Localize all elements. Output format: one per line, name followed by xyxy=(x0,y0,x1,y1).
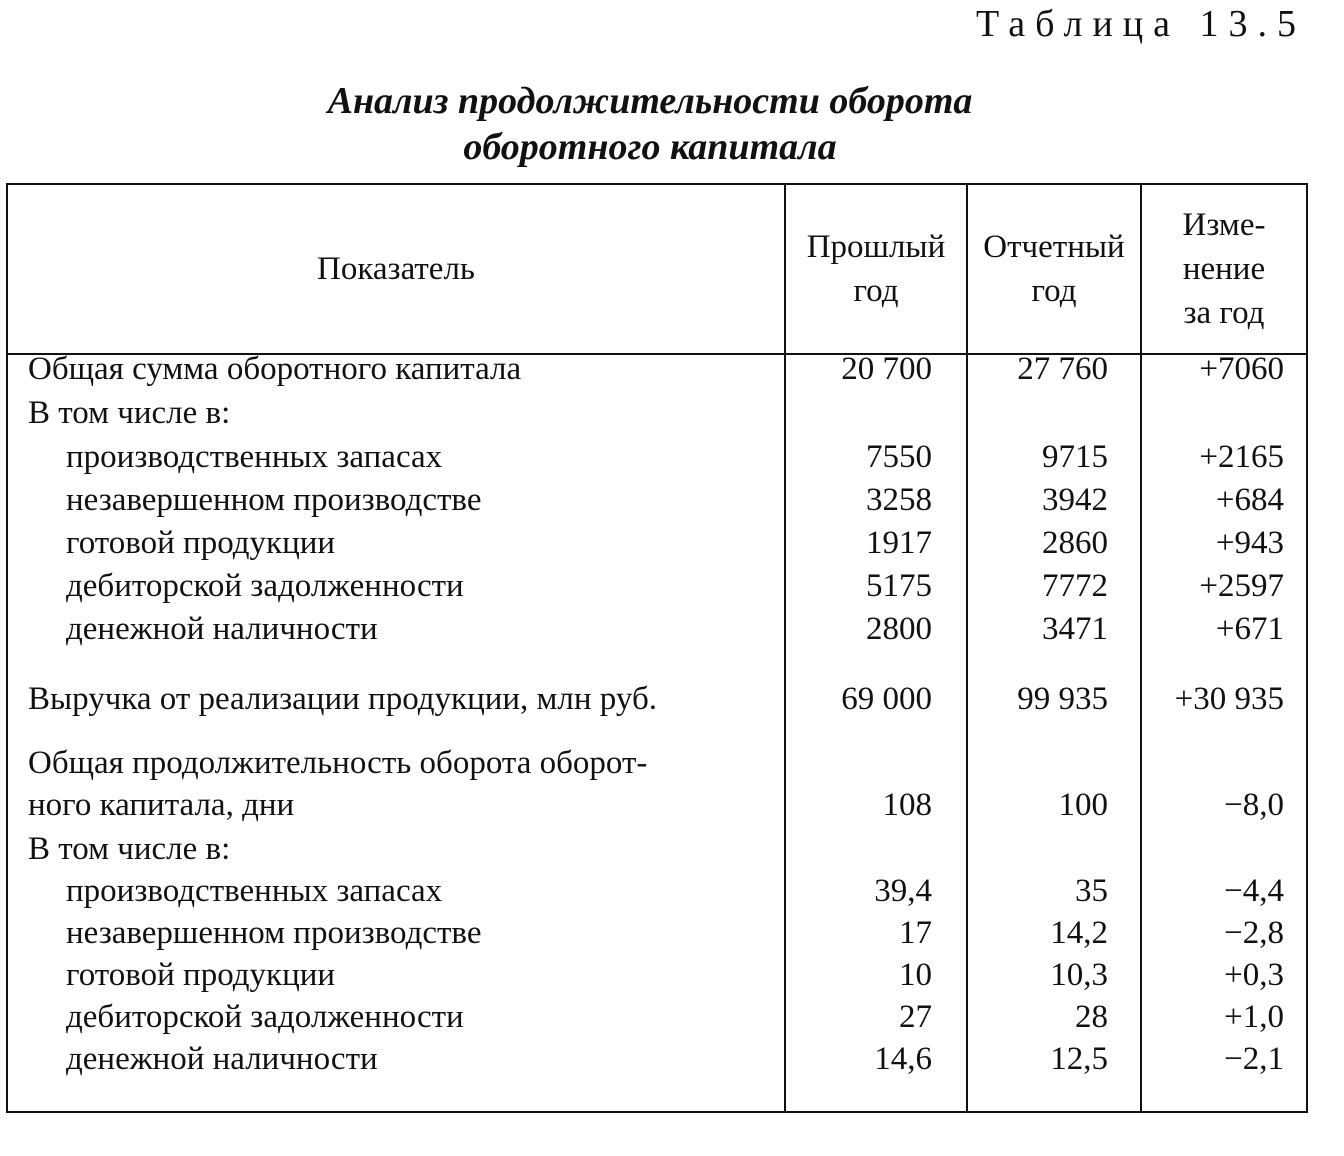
row-prev-year-value: 2800 xyxy=(866,611,932,647)
table-number-label: Таблица 13.5 xyxy=(975,3,1306,45)
row-report-year-value: 2860 xyxy=(1042,525,1108,561)
row-report-year-value: 100 xyxy=(1058,787,1108,823)
row-change-value: +30 935 xyxy=(1174,681,1284,717)
row-prev-year-value: 39,4 xyxy=(874,873,932,909)
row-change-value: −2,1 xyxy=(1224,1041,1284,1077)
row-indicator-name: производственных запасах xyxy=(66,439,443,475)
table-row xyxy=(8,347,1306,391)
data-table xyxy=(6,183,1308,1113)
row-change-value: +0,3 xyxy=(1224,957,1284,993)
table-row xyxy=(8,391,1306,435)
table-row xyxy=(8,741,1306,785)
row-prev-year-value: 3258 xyxy=(866,482,932,518)
title-line-2: оборотного капитала xyxy=(463,126,837,168)
row-indicator-name: денежной наличности xyxy=(66,611,378,647)
row-change-value: +2165 xyxy=(1199,439,1284,475)
row-change-value: +671 xyxy=(1215,611,1284,647)
row-report-year-value: 3471 xyxy=(1042,611,1108,647)
row-prev-year-value: 7550 xyxy=(866,439,932,475)
row-report-year-value: 12,5 xyxy=(1050,1041,1108,1077)
row-prev-year-value: 5175 xyxy=(866,568,932,604)
row-report-year-value: 7772 xyxy=(1042,568,1108,604)
row-indicator-name: дебиторской задолженности xyxy=(66,999,464,1035)
table-title xyxy=(0,78,1300,170)
row-indicator-name: денежной наличности xyxy=(66,1041,378,1077)
row-report-year-value: 28 xyxy=(1075,999,1108,1035)
table-row xyxy=(8,435,1306,479)
table-row xyxy=(8,869,1306,913)
table-row xyxy=(8,827,1306,871)
row-prev-year-value: 27 xyxy=(899,999,932,1035)
row-prev-year-value: 69 000 xyxy=(841,681,932,717)
row-indicator-name: дебиторской задолженности xyxy=(66,568,464,604)
table-row xyxy=(8,953,1306,997)
row-report-year-value: 27 760 xyxy=(1017,351,1108,387)
row-prev-year-value: 17 xyxy=(899,915,932,951)
title-line-1: Анализ продолжительности оборота xyxy=(327,80,973,122)
table-row xyxy=(8,677,1306,721)
row-indicator-name: Выручка от реализации продукции, млн руб. xyxy=(28,681,657,717)
table-row xyxy=(8,783,1306,827)
row-prev-year-value: 14,6 xyxy=(874,1041,932,1077)
header-report-year: Отчетный год xyxy=(983,229,1125,309)
row-indicator-name: В том числе в: xyxy=(28,831,231,867)
row-indicator-name: Общая продолжительность оборота оборот- xyxy=(28,745,648,781)
table-row xyxy=(8,911,1306,955)
row-change-value: −4,4 xyxy=(1224,873,1284,909)
row-prev-year-value: 20 700 xyxy=(841,351,932,387)
table-row xyxy=(8,521,1306,565)
row-report-year-value: 14,2 xyxy=(1050,915,1108,951)
row-change-value: −8,0 xyxy=(1224,787,1284,823)
header-change: Изме- нение за год xyxy=(1182,207,1266,331)
row-indicator-name: незавершенном производстве xyxy=(66,482,482,518)
table-row xyxy=(8,1037,1306,1081)
row-change-value: +7060 xyxy=(1199,351,1284,387)
row-indicator-name: незавершенном производстве xyxy=(66,915,482,951)
row-change-value: +2597 xyxy=(1199,568,1284,604)
header-prev-year: Прошлый год xyxy=(806,229,946,309)
table-row xyxy=(8,478,1306,522)
row-prev-year-value: 1917 xyxy=(866,525,932,561)
row-change-value: +684 xyxy=(1215,482,1284,518)
row-report-year-value: 9715 xyxy=(1042,439,1108,475)
row-report-year-value: 10,3 xyxy=(1050,957,1108,993)
row-prev-year-value: 10 xyxy=(899,957,932,993)
row-prev-year-value: 108 xyxy=(882,787,932,823)
row-indicator-name: готовой продукции xyxy=(66,957,336,993)
row-report-year-value: 3942 xyxy=(1042,482,1108,518)
row-change-value: +943 xyxy=(1215,525,1284,561)
row-report-year-value: 35 xyxy=(1075,873,1108,909)
row-indicator-name: готовой продукции xyxy=(66,525,336,561)
row-change-value: +1,0 xyxy=(1224,999,1284,1035)
row-indicator-name: производственных запасах xyxy=(66,873,443,909)
row-indicator-name: В том числе в: xyxy=(28,395,231,431)
row-change-value: −2,8 xyxy=(1224,915,1284,951)
table-row xyxy=(8,564,1306,608)
row-report-year-value: 99 935 xyxy=(1017,681,1108,717)
row-indicator-name: Общая сумма оборотного капитала xyxy=(28,351,522,387)
row-indicator-name: ного капитала, дни xyxy=(28,787,295,823)
header-indicator: Показатель xyxy=(317,251,475,287)
table-row xyxy=(8,995,1306,1039)
table-row xyxy=(8,607,1306,651)
